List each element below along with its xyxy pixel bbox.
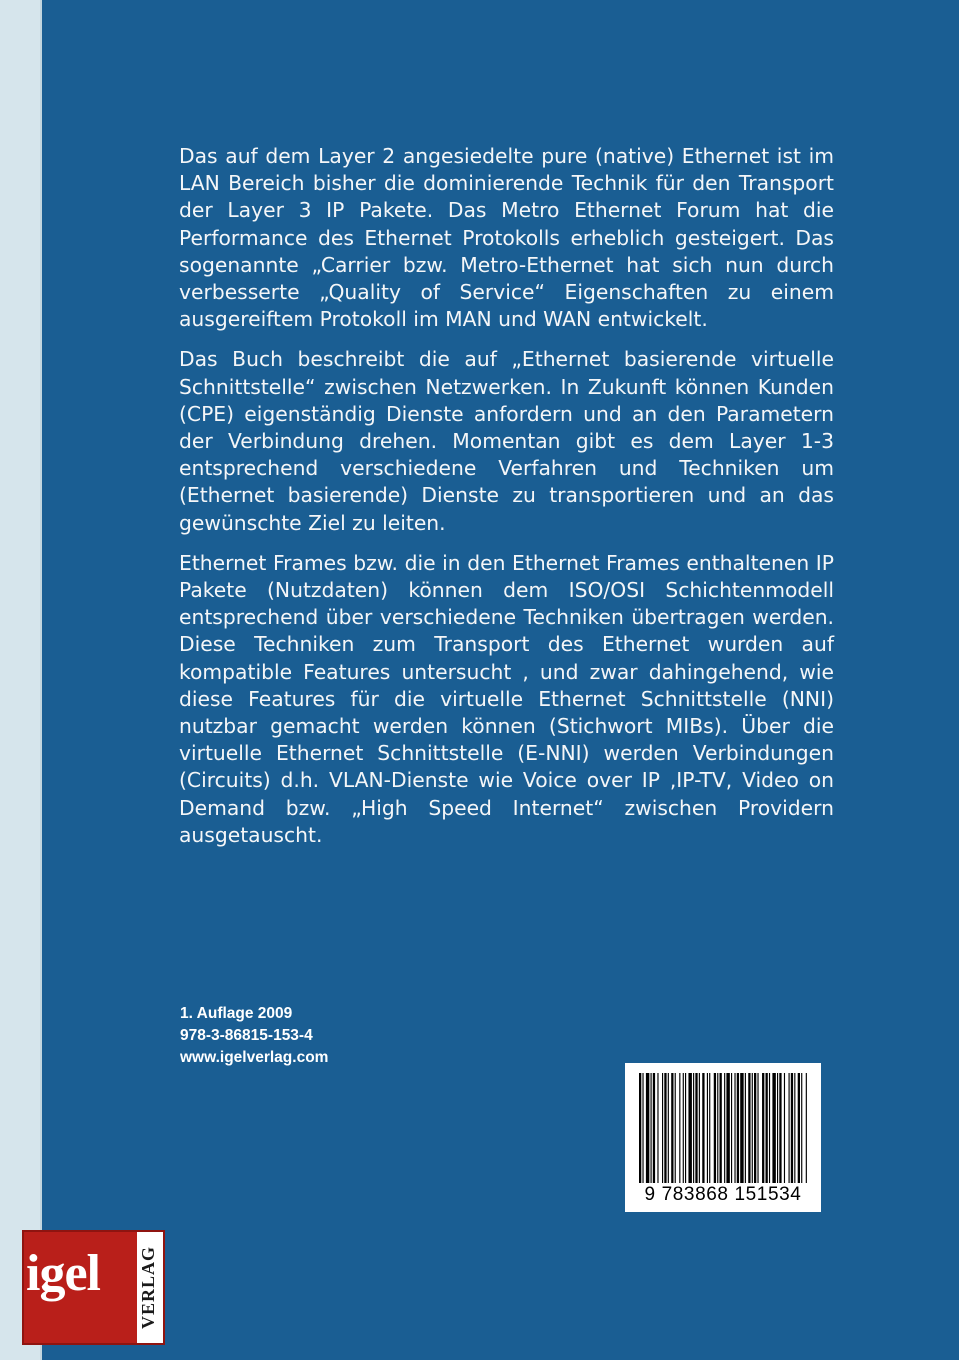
barcode-bar [679,1073,680,1183]
barcode-bar [668,1073,669,1183]
blurb-paragraph-1: Das auf dem Layer 2 angesiedelte pure (native) Ethernet ist im LAN Bereich bisher die dominierende Technik für den Transport der Layer 3 IP Pakete. Das Metro Ethernet Forum hat die Performance des Ethernet Protokolls erheblich gesteigert. Das sogenannte „Carrier bzw. Metro-Ethernet hat sich nun durch verbesserte „Quality of Service“ Eigenschaften zu einem ausgereiftem Protokoll im MAN und WAN entwickelt. [179,144,834,332]
barcode-bars [639,1073,807,1183]
barcode-bar [671,1073,673,1183]
barcode-bar [740,1073,743,1183]
barcode-bar [675,1073,676,1183]
barcode-bar [724,1073,725,1183]
barcode-bar [777,1073,778,1183]
barcode-bar [748,1073,750,1183]
barcode-bar [714,1073,716,1183]
barcode-bar [784,1073,785,1183]
barcode-bar [688,1073,691,1183]
barcode-bar [653,1073,655,1183]
barcode-bar [789,1073,790,1183]
barcode-bar [801,1073,802,1183]
barcode-digits: 9 783868 151534 [644,1184,802,1205]
barcode-bar [699,1073,700,1183]
barcode-bar [779,1073,781,1183]
logo-side-strip [137,1232,163,1343]
barcode-bar [709,1073,710,1183]
blurb-text [179,143,834,862]
barcode-bar [651,1073,652,1183]
logo-wordmark: igel [26,1245,100,1302]
blurb-paragraph-3: Ethernet Frames bzw. die in den Ethernet Frames enthaltenen IP Pakete (Nutzdaten) können dem ISO/OSI Schichtenmodell entsprechend über verschiedene Techniken übertragen werden. Diese Techniken zum Transport des Ethernet wurden auf kompatible Features untersucht , und zwar dahingehend, wie diese Features für die virtuelle Ethernet Schnittstelle (NNI) nutzbar gemacht werden können (Stichwort MIBs). Über die virtuelle Ethernet Schnittstelle (E-NNI) werden Verbindungen (Circuits) d.h. VLAN-Dienste wie Voice over IP ,IP-TV, Video on Demand bzw. „High Speed Internet“ zwischen Providern ausgetauscht. [179,550,834,847]
barcode-bar [745,1073,746,1183]
barcode-bar [762,1073,764,1183]
barcode-bar [646,1073,649,1183]
barcode-bar [806,1073,807,1183]
barcode-bar [754,1073,756,1183]
barcode-bar [766,1073,768,1183]
barcode-bar [798,1073,800,1183]
isbn-barcode [625,1063,821,1212]
isbn-line: 978-3-86815-153-4 [180,1027,313,1044]
barcode-bar [717,1073,718,1183]
barcode-bar [642,1073,643,1183]
barcode-bar [734,1073,735,1183]
barcode-bar [693,1073,694,1183]
barcode-bar [664,1073,666,1183]
barcode-bar [794,1073,795,1183]
barcode-bar [769,1073,770,1183]
barcode-bar [772,1073,775,1183]
barcode-bar [791,1073,793,1183]
barcode-bar [639,1073,641,1183]
barcode-bar [662,1073,663,1183]
barcode-bar [683,1073,684,1183]
barcode-bar [726,1073,729,1183]
barcode-bar [752,1073,753,1183]
barcode-bar [695,1073,697,1183]
barcode-bar [702,1073,704,1183]
barcode-bar [657,1073,658,1183]
blurb-paragraph-2: Das Buch beschreibt die auf „Ethernet basierende virtuelle Schnittstelle“ zwischen Netzwerken. In Zukunft können Kunden (CPE) eigenständig Dienste anfordern und an den Parametern der Verbindung drehen. Momentan gibt es dem Layer 1-3 entsprechend verschiedene Verfahren und Techniken um (Ethernet basierende) Dienste zu transportieren und an das gewünschte Ziel zu leiten. [179,347,834,535]
barcode-bar [685,1073,686,1183]
barcode-bar [737,1073,739,1183]
logo-verlag-text: VERLAG [138,1246,158,1330]
barcode-bar [720,1073,722,1183]
igel-verlag-logo [22,1230,165,1345]
barcode-bar [731,1073,732,1183]
imprint-block [180,1003,328,1069]
barcode-bar [707,1073,708,1183]
website-link[interactable]: www.igelverlag.com [180,1049,329,1066]
edition-line: 1. Auflage 2009 [180,1005,293,1022]
barcode-bar [757,1073,758,1183]
book-spine [0,0,42,1360]
